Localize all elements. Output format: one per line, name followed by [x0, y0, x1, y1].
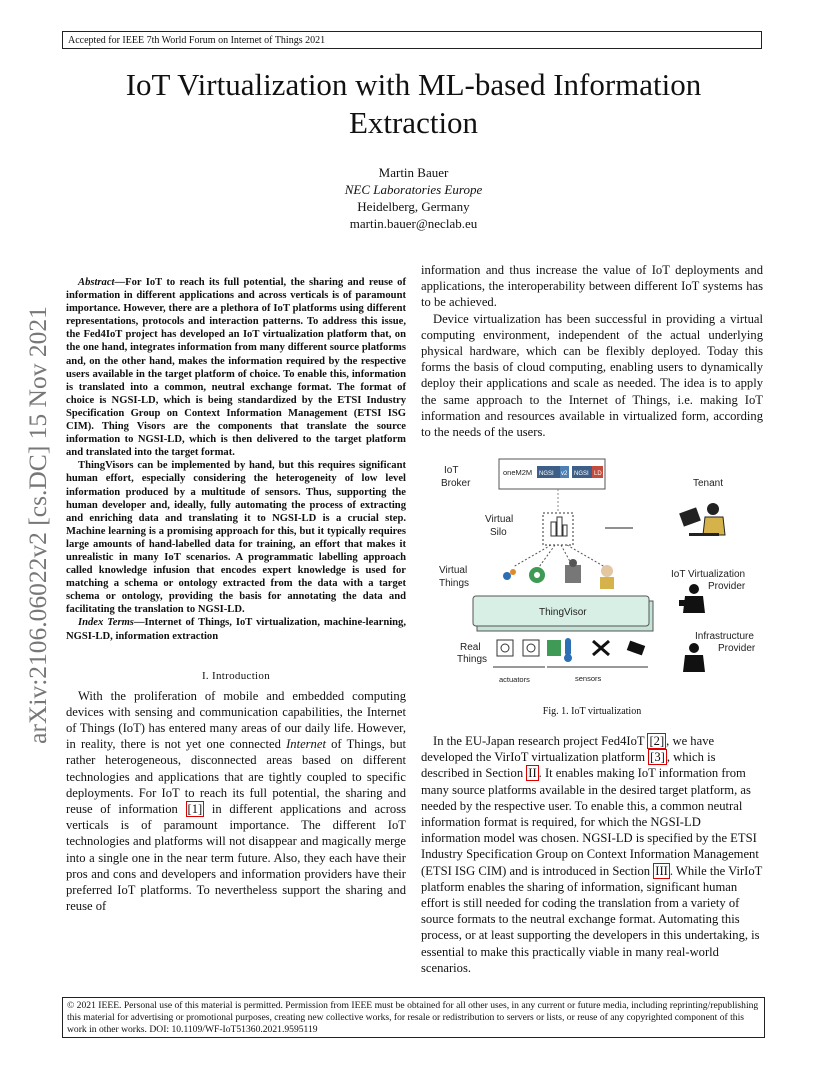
label-sensors: sensors — [575, 674, 602, 683]
fed4iot-text-b: , we have developed the VirIoT virtualization platform — [421, 734, 715, 765]
silo-link-1 — [513, 545, 551, 567]
author-org: NEC Laboratories Europe — [344, 182, 483, 197]
author-block — [62, 164, 765, 232]
figure-iot-virtualization — [433, 455, 765, 695]
intro-text-a: With the proliferation of mobile and embedded computing devices with sensing and communication capabilities, the Internet of Things (IoT) has entered many areas of our daily life. However, in reality, there is not yet one connected — [66, 688, 406, 752]
author-location: Heidelberg, Germany — [357, 199, 470, 214]
label-real-things-2: Things — [457, 654, 488, 665]
label-infra-provider-1: Infrastructure — [695, 631, 754, 642]
label-virtual-things-2: Things — [439, 578, 470, 589]
label-v2: v2 — [561, 471, 568, 477]
left-column — [66, 276, 406, 914]
iot-virt-provider-icon — [679, 584, 705, 613]
infra-provider-icon — [683, 643, 705, 672]
label-ld: LD — [594, 471, 602, 477]
fed4iot-paragraph — [421, 733, 763, 976]
continued-paragraph: information and thus increase the value of IoT deployments and applications, the interoperability between different IoT systems has to be achieved. — [421, 263, 763, 310]
virtualization-paragraph: Device virtualization has been successful in providing a virtual computing environment, independent of the actual underlying physical hardware, which can be flexibly deployed. Today this forms the basis of cloud computing, enabling users to dynamically deploy their applications and scale as needed. The idea is to apply the same approach to the Internet of Things, i.e. making IoT information and resources available in virtualized form, according to the needs of the users. — [421, 311, 763, 440]
silo-link-2 — [539, 545, 555, 567]
fed4iot-text-a: In the EU-Japan research project Fed4IoT — [433, 734, 648, 748]
label-onem2m: oneM2M — [503, 468, 533, 477]
citation-link-3[interactable]: [3] — [650, 750, 665, 765]
fed4iot-text-d: . It enables making IoT information from many source platforms available in the desired target platform, as needed by the respective user. To enable this, a common neutral information format is required, for which the NGSI-LD information model was chosen. NGSI-LD is specified by the ETSI Industry Specification Group on Context Information Management (ETSI ISG CIM) and is introduced in Section — [421, 766, 759, 878]
section-link-iii[interactable]: III — [655, 863, 668, 878]
arxiv-identifier: arXiv:2106.06022v2 [cs.DC] 15 Nov 2021 — [23, 306, 52, 744]
abstract-text-1: —For IoT to reach its full potential, the sharing and reuse of information in different applications and across verticals is of paramount importance. However, there are a plethora of IoT platforms using different representations, protocols and interaction patterns. To address this issue, the Fed4IoT project has developed an IoT virtualization platform that, on the one hand, integrates information from many different source platforms and, on the other hand, makes the information required by the respective users available in the target platform of choice. To enable this, information is translated into a common, neutral exchange format. The format of choice is NGSI-LD, which is being standardized by the ETSI Industry Specification Group on Context Information Management (ETSI ISG CIM). Thing Visors are the components that translate the source information to NGSI-LD, which is then delivered to the target platform and translated into the target format. — [66, 277, 406, 459]
label-iot-virt-provider-1: IoT Virtualization — [671, 569, 746, 580]
intro-text-c: in different applications and across verticals is of paramount importance. The different IoT technologies and platforms will not disappear and magically merge into a single one in the near term future. Also, they each have their pros and cons and developers and information providers have their preferred IoT platforms. To nevertheless support the sharing and reuse of — [66, 802, 406, 914]
index-terms-label: Index Terms — [78, 617, 134, 629]
intro-paragraph — [66, 688, 406, 915]
index-terms — [66, 616, 406, 642]
label-iot-virt-provider-2: Provider — [708, 581, 746, 592]
label-tenant: Tenant — [693, 478, 724, 489]
label-virtual-silo-2: Silo — [490, 527, 507, 538]
right-column-upper — [421, 262, 763, 440]
figure-caption: Fig. 1. IoT virtualization — [542, 706, 642, 717]
abstract-paragraph-1 — [66, 276, 406, 459]
label-iot-broker-2: Broker — [441, 478, 471, 489]
citation-link-2[interactable]: [2] — [649, 734, 665, 748]
label-ngsi-v2: NGSI — [539, 471, 554, 477]
author-email[interactable]: martin.bauer@neclab.eu — [349, 216, 478, 231]
virtual-silo-box — [543, 513, 573, 545]
label-iot-broker-1: IoT — [444, 465, 459, 476]
abstract-label: Abstract — [78, 277, 115, 288]
label-infra-provider-2: Provider — [718, 643, 756, 654]
intro-text-b: of Things, but rather heterogeneous, disconnected areas based on different technologies and applications that are tightly coupled to specific deployments. For IoT to reach its full potential, the sharing and reuse of information — [66, 737, 407, 817]
section-link-ii[interactable]: II — [528, 766, 537, 781]
label-virtual-things-1: Virtual — [439, 565, 468, 576]
tenant-icon — [679, 503, 725, 536]
label-actuators: actuators — [499, 675, 530, 684]
conference-banner: Accepted for IEEE 7th World Forum on Internet of Things 2021 — [62, 31, 762, 49]
copyright-notice: © 2021 IEEE. Personal use of this material is permitted. Permission from IEEE must be obtained for all other uses, in any current or future media, including reprinting/republishing this material for advertising or promotional purposes, creating new collective works, for resale or redistribution to servers or lists, or reuse of any copyrighted component of this work in other works. DOI: 10.1109/WF-IoT51360.2021.9595119 — [62, 997, 765, 1038]
label-real-things-1: Real — [460, 642, 481, 653]
right-column-lower — [421, 733, 763, 976]
intro-italic-internet: Internet — [286, 737, 326, 752]
citation-link-1[interactable]: [1] — [187, 802, 203, 817]
label-thingvisor: ThingVisor — [539, 607, 587, 618]
author-name: Martin Bauer — [378, 165, 449, 180]
fed4iot-text-e: . While the VirIoT platform enables the sharing of information, significant human effort is still needed for coding the translation from a variety of source formats to the neutral exchange format. Automating this process, or at least supporting the developers in this undertaking, is essential to make this practically viable in many real-world scenarios. — [421, 863, 763, 975]
real-things-icons — [497, 638, 645, 662]
label-ngsi-ld: NGSI — [574, 471, 589, 477]
index-terms-text: —Internet of Things, IoT virtualization, machine-learning, NGSI-LD, information extraction — [66, 617, 406, 642]
paper-title: IoT Virtualization with ML-based Information Extraction — [125, 67, 702, 140]
abstract-paragraph-2: ThingVisors can be implemented by hand, but this requires significant human effort, especially considering the heterogeneity of low level information produced by a multitude of sensors. Thus, supporting the human developer and, ideally, fully automating the process of extracting and enriching data and translating it to NGSI-LD is a crucial step. Machine learning is a promising approach for this, but it typically requires large amounts of hand-labelled data for training, an effort that makes it unrealistic in many IoT scenarios. A programmatic labelling approach called knowledge infusion that encodes expert knowledge is used for matching a schema or ontology extracted from the data with a target schema or ontology, providing the basis for annotating the data and facilitating the translation to NGSI-LD. — [66, 460, 406, 616]
figure-diagram — [433, 455, 765, 695]
silo-building-icon — [551, 517, 567, 536]
label-virtual-silo-1: Virtual — [485, 514, 514, 525]
section-heading-introduction: I. Introduction — [201, 669, 271, 682]
fed4iot-text-c: , which is described in Section — [421, 750, 716, 781]
